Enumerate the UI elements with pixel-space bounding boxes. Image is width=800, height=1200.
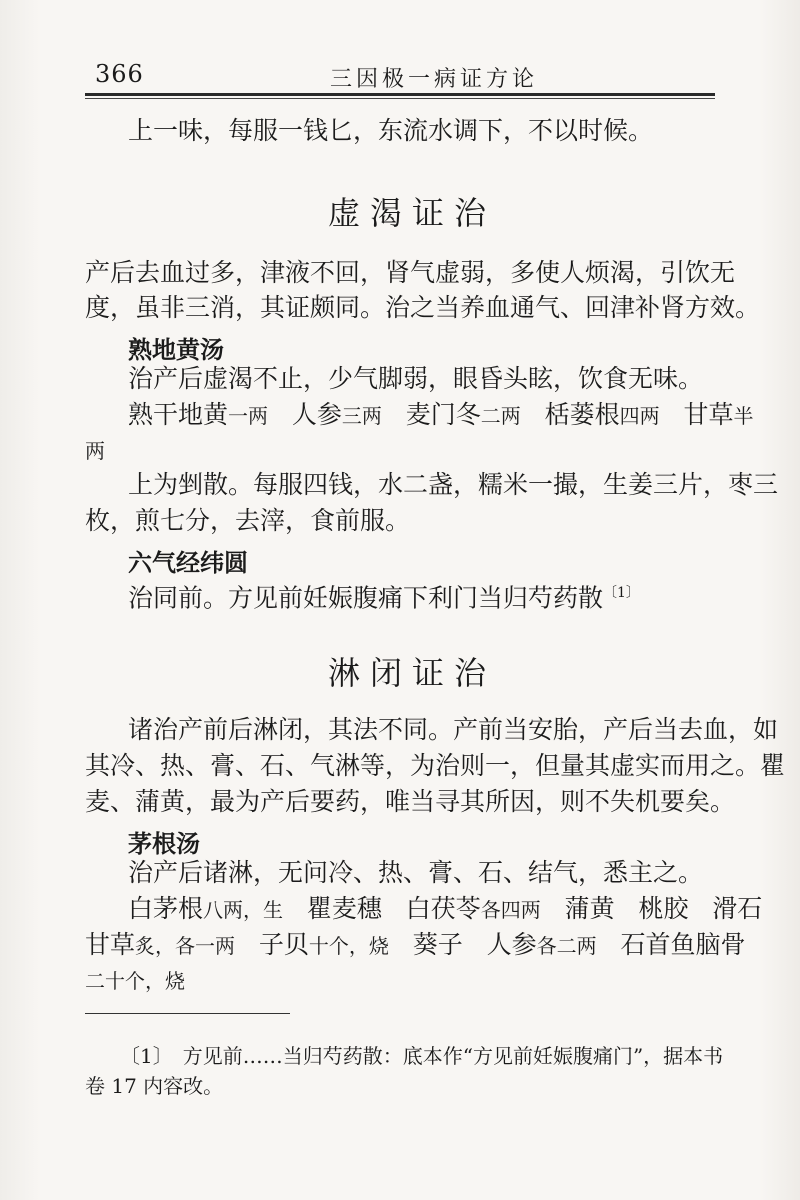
ingredient-name: 桃胶 <box>638 894 689 923</box>
ingredient-name: 蒲黄 <box>564 894 615 923</box>
footnote-ref: 〔1〕 <box>603 585 640 601</box>
ingredient-dose: 各二两 <box>536 934 597 958</box>
ingredient-dose: 八两，生 <box>203 898 284 922</box>
body-line: 上一味，每服一钱匕，东流水调下，不以时候。 <box>128 116 654 145</box>
method-line: 枚，煎七分，去滓，食前服。 <box>85 506 411 535</box>
body-line: 麦、蒲黄，最为产后要药，唯当寻其所因，则不失机要矣。 <box>85 787 736 816</box>
body-line: 其冷、热、膏、石、气淋等，为治则一，但量其虚实而用之。瞿 <box>85 751 786 780</box>
ingredient-list <box>128 400 753 431</box>
indication-line: 治产后诸淋，无问冷、热、膏、石、结气，悉主之。 <box>128 858 704 887</box>
section-heading: 虚渴证治 <box>328 194 497 232</box>
indication-line <box>128 578 640 613</box>
ingredient-name: 子贝 <box>258 930 309 959</box>
page-number: 366 <box>95 60 144 88</box>
ingredient-name: 甘草 <box>85 930 136 959</box>
indication-line: 治产后虚渴不止，少气脚弱，眼昏头眩，饮食无味。 <box>128 364 704 393</box>
ingredient-name: 栝蒌根 <box>544 400 620 429</box>
ingredient-name: 葵子 <box>412 930 463 959</box>
ingredient-dose: 十个，烧 <box>308 934 389 958</box>
header-rule-thin <box>85 98 715 99</box>
ingredient-list <box>128 894 762 925</box>
indication-text: 治同前。方见前妊娠腹痛下利门当归芍药散 <box>128 583 604 613</box>
ingredient-list <box>85 930 745 961</box>
ingredient-name: 甘草 <box>683 400 734 429</box>
ingredient-name: 滑石 <box>712 894 763 923</box>
method-line: 上为剉散。每服四钱，水二盏，糯米一撮，生姜三片，枣三 <box>128 470 779 499</box>
footnote-line: 卷 17 内容改。 <box>85 1074 224 1098</box>
ingredient-dose: 四两 <box>619 404 660 428</box>
running-title: 三因极一病证方论 <box>330 67 539 92</box>
header-rule <box>85 93 715 96</box>
body-line: 产后去血过多，津液不回，肾气虚弱，多使人烦渴，引饮无 <box>85 258 736 287</box>
section-heading: 淋闭证治 <box>328 654 497 692</box>
ingredient-name: 人参 <box>291 400 342 429</box>
ingredient-name: 瞿麦穗 <box>306 894 382 923</box>
ingredient-dose-wrap: 二十个，烧 <box>85 969 185 993</box>
footnote-rule <box>85 1013 290 1014</box>
ingredient-dose: 三两 <box>341 404 382 428</box>
footnote-line: 〔1〕 方见前……当归芍药散：底本作“方见前妊娠腹痛门”，据本书 <box>120 1044 724 1068</box>
ingredient-name: 熟干地黄 <box>128 400 229 429</box>
recipe-title: 茅根汤 <box>128 829 200 858</box>
ingredient-dose-wrap: 两 <box>85 439 105 463</box>
body-line: 诸治产前后淋闭，其法不同。产前当安胎，产后当去血，如 <box>128 715 779 744</box>
body-line: 度，虽非三消，其证颇同。治之当养血通气、回津补肾方效。 <box>85 293 761 322</box>
ingredient-name: 麦门冬 <box>405 400 481 429</box>
recipe-title: 六气经纬圆 <box>128 548 248 577</box>
ingredient-dose: 半 <box>733 404 754 428</box>
ingredient-name: 白茅根 <box>128 894 204 923</box>
ingredient-dose: 二两 <box>480 404 521 428</box>
ingredient-dose: 一两 <box>228 404 269 428</box>
ingredient-dose: 炙，各一两 <box>135 934 236 958</box>
ingredient-name: 人参 <box>486 930 537 959</box>
ingredient-dose: 各四两 <box>480 898 541 922</box>
recipe-title: 熟地黄汤 <box>128 335 224 364</box>
ingredient-name: 白茯苓 <box>405 894 481 923</box>
ingredient-name: 石首鱼脑骨 <box>620 930 746 959</box>
